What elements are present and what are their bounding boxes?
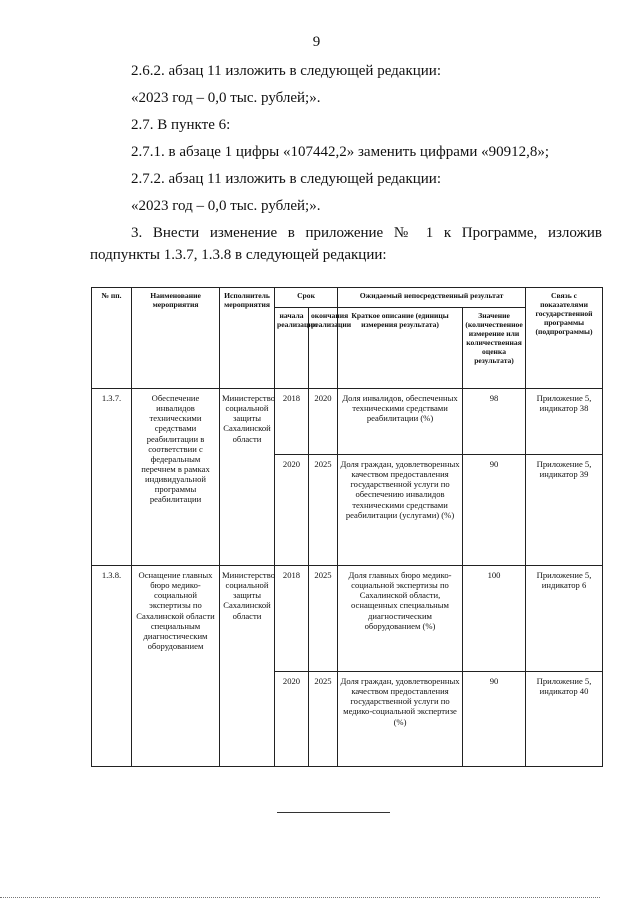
paragraph-2-6-2: 2.6.2. абзац 11 изложить в следующей редакции: bbox=[131, 63, 441, 79]
row-desc: Доля граждан, удовлетворенных качеством предоставления государственной услуги по медико-социальной экспертизе (%) bbox=[338, 672, 463, 767]
header-name: Наименование мероприятия bbox=[132, 288, 220, 389]
header-result-desc: Краткое описание (единицы измерения результата) bbox=[338, 308, 463, 389]
header-link: Связь с показателями государственной программы (подпрограммы) bbox=[526, 288, 603, 389]
paragraph-3 bbox=[90, 222, 602, 266]
row-end: 2025 bbox=[309, 566, 338, 672]
header-executor: Исполнитель мероприятия bbox=[220, 288, 275, 389]
header-term: Срок bbox=[275, 288, 338, 308]
row-link: Приложение 5, индикатор 39 bbox=[526, 455, 603, 566]
row-start: 2020 bbox=[275, 455, 309, 566]
row-value: 90 bbox=[463, 672, 526, 767]
row-executor: Министерство социальной защиты Сахалинской области bbox=[220, 389, 275, 566]
row-value: 98 bbox=[463, 389, 526, 455]
row-start: 2018 bbox=[275, 566, 309, 672]
row-num: 1.3.7. bbox=[92, 389, 132, 566]
row-name: Оснащение главных бюро медико-социальной экспертизы по Сахалинской области специальным диагностическим оборудованием bbox=[132, 566, 220, 767]
row-start: 2020 bbox=[275, 672, 309, 767]
row-link: Приложение 5, индикатор 38 bbox=[526, 389, 603, 455]
page-number: 9 bbox=[312, 34, 321, 50]
paragraph-2-7: 2.7. В пункте 6: bbox=[131, 117, 231, 133]
measures-table bbox=[91, 287, 603, 767]
row-end: 2025 bbox=[309, 455, 338, 566]
header-term-start: начала реализации bbox=[275, 308, 309, 389]
paragraph-3-line-1: 3. Внести изменение в приложение № 1 к Программе, изложив bbox=[131, 225, 602, 241]
row-executor: Министерство социальной защиты Сахалинской области bbox=[220, 566, 275, 767]
paragraph-2023-quote-2: «2023 год – 0,0 тыс. рублей;». bbox=[131, 198, 321, 214]
row-link: Приложение 5, индикатор 40 bbox=[526, 672, 603, 767]
paragraph-2-7-2: 2.7.2. абзац 11 изложить в следующей редакции: bbox=[131, 171, 441, 187]
row-desc: Доля инвалидов, обеспеченных техническими средствами реабилитации (%) bbox=[338, 389, 463, 455]
paragraph-3-line-2: подпункты 1.3.7, 1.3.8 в следующей редакции: bbox=[90, 247, 387, 263]
row-value: 100 bbox=[463, 566, 526, 672]
row-value: 90 bbox=[463, 455, 526, 566]
row-start: 2018 bbox=[275, 389, 309, 455]
closing-separator-line bbox=[277, 812, 390, 813]
header-term-end: окончания реализации bbox=[309, 308, 338, 389]
row-desc: Доля граждан, удовлетворенных качеством предоставления государственной услуги по обеспечению инвалидов техническими средствами реабилитации (услугами) (%) bbox=[338, 455, 463, 566]
row-link: Приложение 5, индикатор 6 bbox=[526, 566, 603, 672]
scan-edge-line bbox=[0, 897, 600, 898]
row-end: 2020 bbox=[309, 389, 338, 455]
table-row bbox=[92, 566, 603, 672]
row-end: 2025 bbox=[309, 672, 338, 767]
paragraph-2-7-1: 2.7.1. в абзаце 1 цифры «107442,2» заменить цифрами «90912,8»; bbox=[131, 144, 550, 160]
header-result-value: Значение (количественное измерение или количественная оценка результата) bbox=[463, 308, 526, 389]
paragraph-2023-quote-1: «2023 год – 0,0 тыс. рублей;». bbox=[131, 90, 321, 106]
table-row bbox=[92, 389, 603, 455]
row-name: Обеспечение инвалидов техническими средствами реабилитации в соответствии с федеральным перечнем в рамках индивидуальной программы реабилитации bbox=[132, 389, 220, 566]
header-num: № пп. bbox=[92, 288, 132, 389]
header-result: Ожидаемый непосредственный результат bbox=[338, 288, 526, 308]
row-num: 1.3.8. bbox=[92, 566, 132, 767]
row-desc: Доля главных бюро медико-социальной экспертизы по Сахалинской области, оснащенных специальным диагностическим оборудованием (%) bbox=[338, 566, 463, 672]
